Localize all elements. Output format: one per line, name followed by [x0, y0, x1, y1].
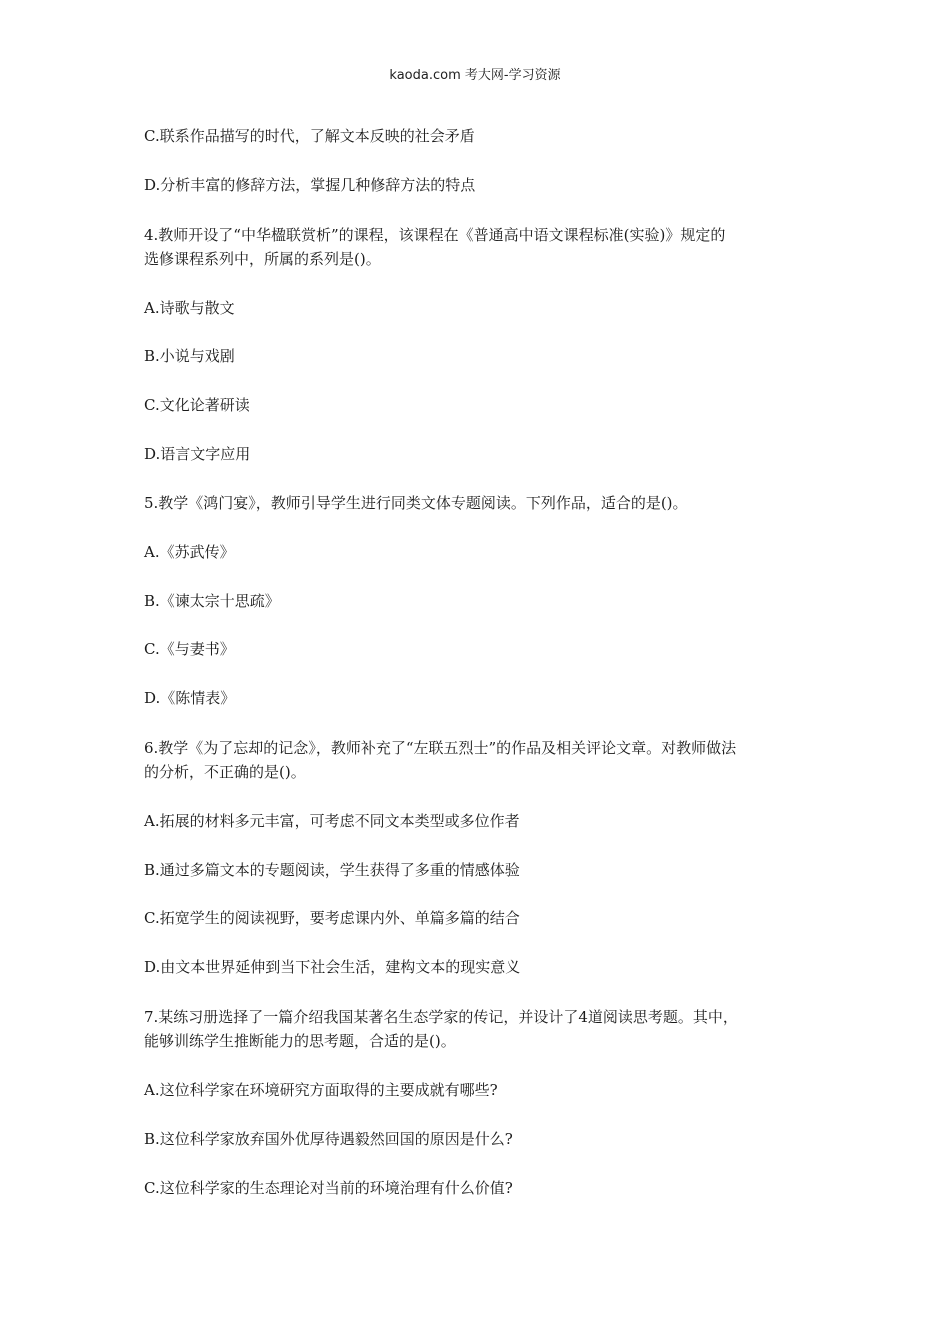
option-4c: C.文化论著研读: [144, 396, 250, 414]
question-4-line-1: 4.教师开设了“中华楹联赏析”的课程，该课程在《普通高中语文课程标准(实验)》规定的: [144, 226, 726, 244]
option-5d: D.《陈情表》: [144, 689, 236, 707]
page-header: kaoda.com 考大网-学习资源: [389, 68, 561, 83]
option-6c: C.拓宽学生的阅读视野，要考虑课内外、单篇多篇的结合: [144, 909, 520, 927]
option-4b: B.小说与戏剧: [144, 347, 235, 365]
option-4a: A.诗歌与散文: [144, 299, 235, 317]
option-6d: D.由文本世界延伸到当下社会生活，建构文本的现实意义: [144, 958, 521, 976]
option-7b: B.这位科学家放弃国外优厚待遇毅然回国的原因是什么?: [144, 1130, 513, 1148]
option-4d: D.语言文字应用: [144, 445, 251, 463]
option-3c: C.联系作品描写的时代，了解文本反映的社会矛盾: [144, 127, 475, 145]
option-3d: D.分析丰富的修辞方法，掌握几种修辞方法的特点: [144, 176, 476, 194]
option-7a: A.这位科学家在环境研究方面取得的主要成就有哪些?: [144, 1081, 498, 1099]
question-4-line-2: 选修课程系列中，所属的系列是()。: [144, 250, 381, 268]
question-6-line-2: 的分析，不正确的是()。: [144, 763, 306, 781]
option-7c: C.这位科学家的生态理论对当前的环境治理有什么价值?: [144, 1179, 513, 1197]
question-7-line-2: 能够训练学生推断能力的思考题，合适的是()。: [144, 1032, 456, 1050]
question-6-line-1: 6.教学《为了忘却的记念》，教师补充了“左联五烈士”的作品及相关评论文章。对教师做法: [144, 739, 737, 757]
question-5: 5.教学《鸿门宴》，教师引导学生进行同类文体专题阅读。下列作品，适合的是()。: [144, 494, 688, 512]
option-6a: A.拓展的材料多元丰富，可考虑不同文本类型或多位作者: [144, 812, 520, 830]
option-6b: B.通过多篇文本的专题阅读，学生获得了多重的情感体验: [144, 861, 520, 879]
option-5a: A.《苏武传》: [144, 543, 235, 561]
option-5b: B.《谏太宗十思疏》: [144, 592, 280, 610]
question-7-line-1: 7.某练习册选择了一篇介绍我国某著名生态学家的传记，并设计了4道阅读思考题。其中，: [144, 1008, 738, 1026]
option-5c: C.《与妻书》: [144, 640, 235, 658]
